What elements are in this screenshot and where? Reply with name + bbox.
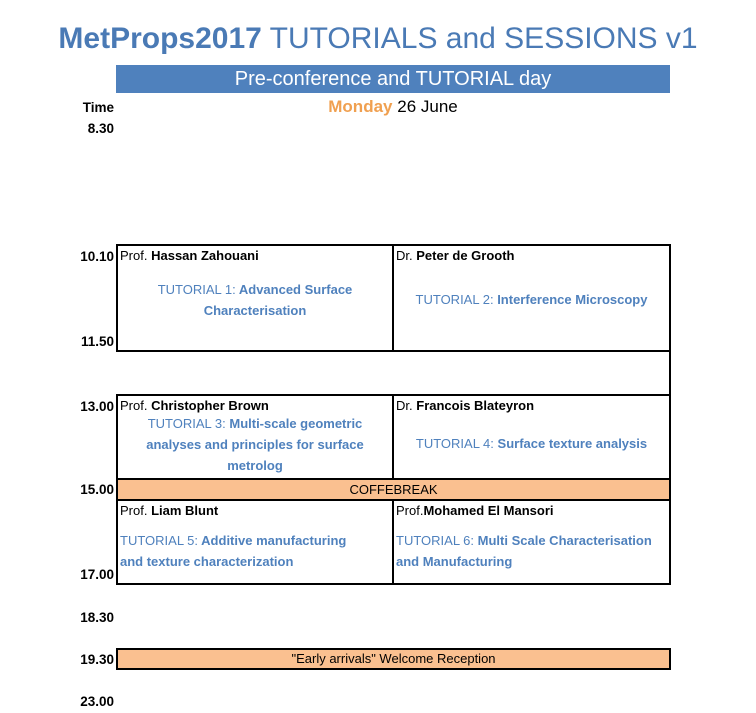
presenter-title: Dr. xyxy=(396,248,413,263)
time-label: 13.00 xyxy=(80,399,114,414)
presenter-name: Francois Blateyron xyxy=(416,398,535,413)
presenter-title: Prof. xyxy=(120,503,148,518)
session-card-2 xyxy=(392,244,671,352)
page-title xyxy=(0,22,756,56)
tutorial-label: TUTORIAL 1: xyxy=(157,282,236,297)
date: 26 June xyxy=(397,97,458,116)
tutorial-topic: Interference Microscopy xyxy=(497,292,648,307)
day-heading xyxy=(116,97,670,117)
tutorial-topic: Multi-scale geometric analyses and principles for surface metrolog xyxy=(146,416,364,473)
presenter-title: Prof. xyxy=(120,398,148,413)
presenter-name: Christopher Brown xyxy=(151,398,269,413)
session-topic xyxy=(118,530,392,572)
time-label: 18.30 xyxy=(80,610,114,625)
tutorial-label: TUTORIAL 4: xyxy=(415,436,494,451)
weekday: Monday xyxy=(328,97,393,116)
tutorial-topic: Additive manufacturing and texture characterization xyxy=(120,533,347,569)
time-label: 8.30 xyxy=(87,121,114,136)
session-topic xyxy=(118,279,392,321)
presenter-title: Prof. xyxy=(396,503,424,518)
presenter-name: Mohamed El Mansori xyxy=(423,503,554,518)
presenter-title: Dr. xyxy=(396,398,413,413)
time-header: Time xyxy=(82,100,114,115)
day-banner: Pre-conference and TUTORIAL day xyxy=(116,65,670,93)
session-topic xyxy=(394,530,669,572)
time-label: 23.00 xyxy=(80,694,114,709)
time-label: 10.10 xyxy=(80,249,114,264)
session-card-5 xyxy=(116,499,394,585)
session-card-4 xyxy=(392,394,671,480)
tutorial-label: TUTORIAL 6: xyxy=(396,533,475,548)
tutorial-topic: Multi Scale Characterisation and Manufacturing xyxy=(396,533,652,569)
time-label: 17.00 xyxy=(80,567,114,582)
tutorial-label: TUTORIAL 2: xyxy=(415,292,494,307)
session-presenter xyxy=(118,396,392,413)
title-rest: TUTORIALS and SESSIONS v1 xyxy=(269,22,698,55)
session-topic xyxy=(394,289,669,310)
session-presenter xyxy=(394,501,669,518)
tutorial-topic: Advanced Surface Characterisation xyxy=(203,282,353,318)
session-card-1 xyxy=(116,244,394,352)
session-card-3 xyxy=(116,394,394,480)
coffee-break-bar: COFFEBREAK xyxy=(116,478,671,501)
time-label: 19.30 xyxy=(80,652,114,667)
tutorial-label: TUTORIAL 3: xyxy=(147,416,226,431)
tutorial-topic: Surface texture analysis xyxy=(497,436,648,451)
time-label: 15.00 xyxy=(80,482,114,497)
time-label: 11.50 xyxy=(80,334,114,349)
title-bold: MetProps2017 xyxy=(58,22,262,55)
session-topic xyxy=(394,433,669,454)
presenter-name: Liam Blunt xyxy=(151,503,219,518)
presenter-name: Peter de Grooth xyxy=(416,248,515,263)
session-presenter xyxy=(394,396,669,413)
session-topic xyxy=(118,413,392,476)
session-presenter xyxy=(118,501,392,518)
session-card-6 xyxy=(392,499,671,585)
welcome-reception-bar: "Early arrivals" Welcome Reception xyxy=(116,648,671,670)
presenter-name: Hassan Zahouani xyxy=(151,248,259,263)
presenter-title: Prof. xyxy=(120,248,148,263)
tutorial-label: TUTORIAL 5: xyxy=(120,533,199,548)
session-presenter xyxy=(118,246,392,263)
session-presenter xyxy=(394,246,669,263)
